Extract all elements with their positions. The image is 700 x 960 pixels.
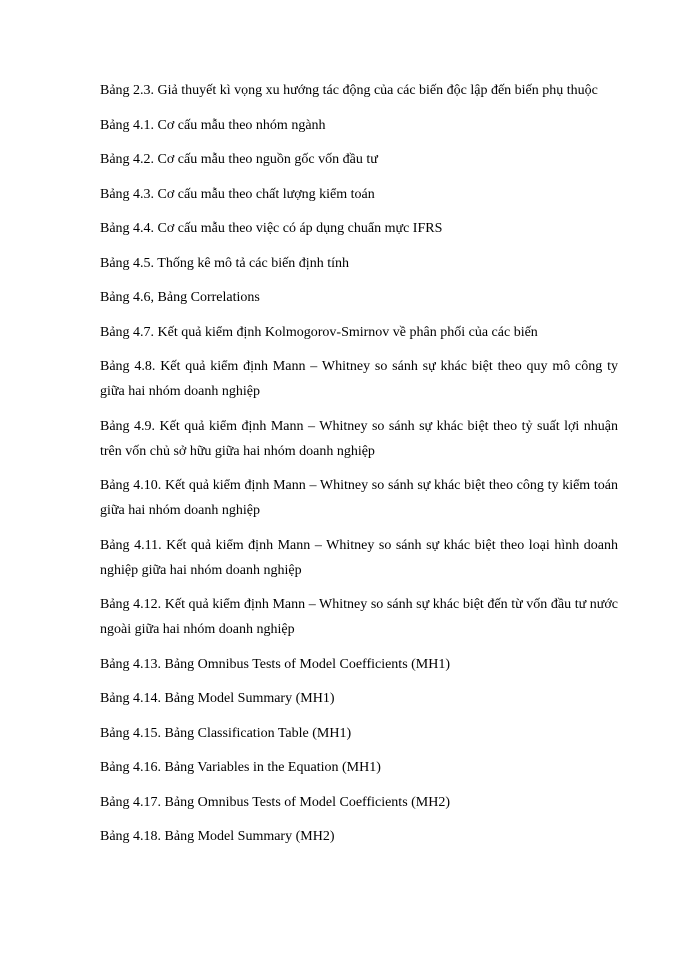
table-entry-4-3: Bảng 4.3. Cơ cấu mẫu theo chất lượng kiểm toán <box>100 186 375 202</box>
table-entry-4-16: Bảng 4.16. Bảng Variables in the Equation (MH1) <box>100 760 381 775</box>
table-entry-4-8: Bảng 4.8. Kết quả kiểm định Mann – Whitney so sánh sự khác biệt theo quy mô công ty giữa hai nhóm doanh nghiệp <box>100 359 618 399</box>
table-entry-4-7: Bảng 4.7. Kết quả kiểm định Kolmogorov-Smirnov về phân phối của các biến <box>100 324 538 340</box>
table-entry-4-4: Bảng 4.4. Cơ cấu mẫu theo việc có áp dụng chuẩn mực IFRS <box>100 221 443 236</box>
table-entry-4-17: Bảng 4.17. Bảng Omnibus Tests of Model Coefficients (MH2) <box>100 794 451 810</box>
table-entry-4-2: Bảng 4.2. Cơ cấu mẫu theo nguồn gốc vốn đầu tư <box>100 152 378 167</box>
table-entry-4-1: Bảng 4.1. Cơ cấu mẫu theo nhóm ngành <box>100 117 326 133</box>
table-entry-4-12: Bảng 4.12. Kết quả kiểm định Mann – Whitney so sánh sự khác biệt đến từ vốn đầu tư nước ngoài giữa hai nhóm doanh nghiệp <box>100 597 618 637</box>
table-entry-2-3: Bảng 2.3. Giả thuyết kì vọng xu hướng tác động của các biến độc lập đến biến phụ thuộc <box>100 83 598 98</box>
table-entry-4-18: Bảng 4.18. Bảng Model Summary (MH2) <box>100 829 335 844</box>
table-entry-4-10: Bảng 4.10. Kết quả kiểm định Mann – Whitney so sánh sự khác biệt theo công ty kiểm toán giữa hai nhóm doanh nghiệp <box>100 478 618 518</box>
table-entry-4-11: Bảng 4.11. Kết quả kiểm định Mann – Whitney so sánh sự khác biệt theo loại hình doanh nghiệp giữa hai nhóm doanh nghiệp <box>100 537 618 578</box>
list-of-tables <box>100 78 618 859</box>
table-entry-4-5: Bảng 4.5. Thống kê mô tả các biến định tính <box>100 255 349 271</box>
table-entry-4-15: Bảng 4.15. Bảng Classification Table (MH1) <box>100 725 352 741</box>
table-entry-4-13: Bảng 4.13. Bảng Omnibus Tests of Model Coefficients (MH1) <box>100 656 451 672</box>
table-entry-4-9: Bảng 4.9. Kết quả kiểm định Mann – Whitney so sánh sự khác biệt theo tỷ suất lợi nhuận trên vốn chủ sở hữu giữa hai nhóm doanh nghiệp <box>100 418 618 459</box>
table-entry-4-14: Bảng 4.14. Bảng Model Summary (MH1) <box>100 691 335 706</box>
table-entry-4-6: Bảng 4.6, Bảng Correlations <box>100 290 260 305</box>
